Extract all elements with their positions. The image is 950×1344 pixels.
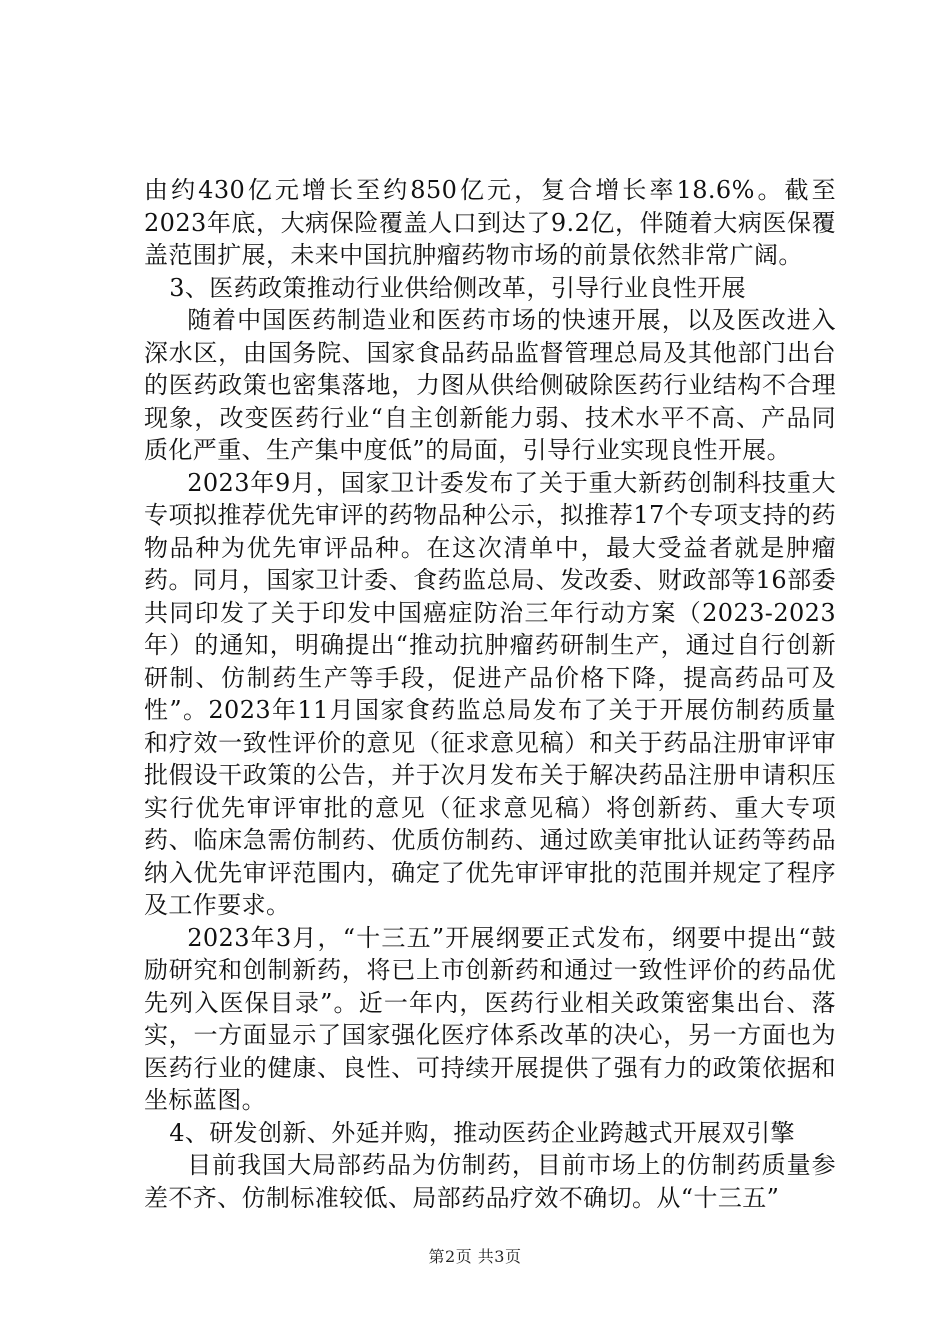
page-footer: 第2页 共3页 xyxy=(428,1247,522,1266)
paragraph-continuation: 由约430亿元增长至约850亿元，复合增长率18.6%。截至2023年底，大病保险覆盖人口到达了9.2亿，伴随着大病医保覆盖范围扩展，未来中国抗肿瘤药物市场的前景依然非常广阔。 xyxy=(144,176,836,269)
paragraph-policy-2023-mar: 2023年3月，“十三五”开展纲要正式发布，纲要中提出“鼓励研究和创制新药，将已上市创新药和通过一致性评价的药品优先列入医保目录”。近一年内，医药行业相关政策密集出台、落实，一方面显示了国家强化医疗体系改革的决心，另一方面也为医药行业的健康、良性、可持续开展提供了强有力的政策依据和坐标蓝图。 xyxy=(144,923,836,1114)
paragraph-policy-2023-sep: 2023年9月，国家卫计委发布了关于重大新药创制科技重大专项拟推荐优先审评的药物品种公示，拟推荐17个专项支持的药物品种为优先审评品种。在这次清单中，最大受益者就是肿瘤药。同月，国家卫计委、食药监总局、发改委、财政部等16部委共同印发了关于印发中国癌症防治三年行动方案（2023-2023年）的通知，明确提出“推动抗肿瘤药研制生产，通过自行创新研制、仿制药生产等手段，促进产品价格下降，提高药品可及性”。2023年11月国家食药监总局发布了关于开展仿制药质量和疗效一致性评价的意见（征求意见稿）和关于药品注册审评审批假设干政策的公告，并于次月发布关于解决药品注册申请积压实行优先审评审批的意见（征求意见稿）将创新药、重大专项药、临床急需仿制药、优质仿制药、通过欧美审批认证药等药品纳入优先审评范围内，确定了优先审评审批的范围并规定了程序及工作要求。 xyxy=(144,468,836,919)
paragraph-policy-intro: 随着中国医药制造业和医药市场的快速开展，以及医改进入深水区，由国务院、国家食品药品监督管理总局及其他部门出台的医药政策也密集落地，力图从供给侧破除医药行业结构不合理现象，改变医药行业“自主创新能力弱、技术水平不高、产品同质化严重、生产集中度低”的局面，引导行业实现良性开展。 xyxy=(144,306,836,464)
section-heading-3: 3、医药政策推动行业供给侧改革，引导行业良性开展 xyxy=(169,273,747,302)
paragraph-generic-drugs: 目前我国大局部药品为仿制药，目前市场上的仿制药质量参差不齐、仿制标准较低、局部药品疗效不确切。从“十三五” xyxy=(144,1151,836,1212)
document-body xyxy=(144,174,836,1214)
section-heading-4: 4、研发创新、外延并购，推动医药企业跨越式开展双引擎 xyxy=(169,1118,795,1147)
